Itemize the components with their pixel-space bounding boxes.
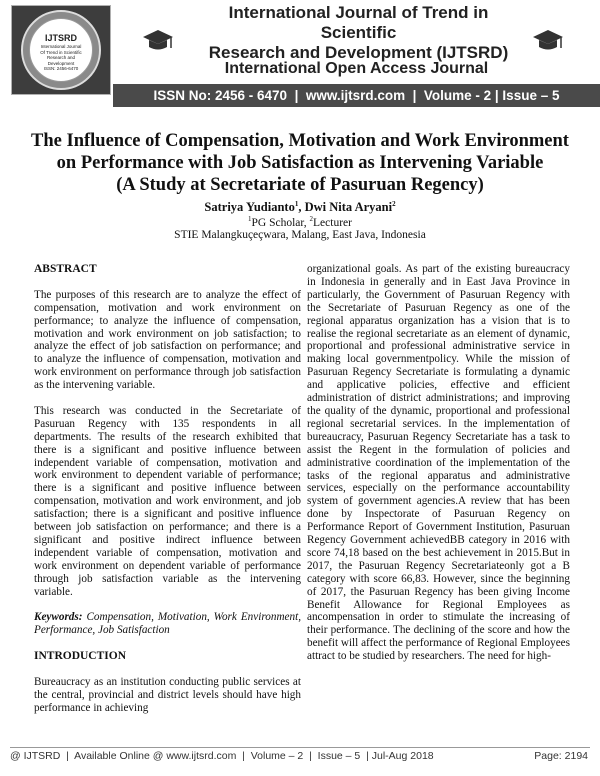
- graduation-cap-icon: [142, 28, 174, 56]
- abstract-heading: ABSTRACT: [34, 263, 97, 275]
- paper-title: [20, 130, 580, 196]
- paper-title-line-2: on Performance with Job Satisfaction as Intervening Variable: [56, 153, 544, 173]
- journal-title: [196, 3, 521, 63]
- footer-rule: [10, 747, 590, 748]
- author-1: Satriya Yudianto: [204, 200, 295, 215]
- logo-name: IJTSRD: [44, 33, 77, 43]
- role-2-sup: 2: [309, 215, 314, 223]
- footer-text: @ IJTSRD | Available Online @ www.ijtsrd.com | Volume – 2 | Issue – 5 | Jul-Aug 2018: [10, 750, 434, 762]
- right-column-text: organizational goals. As part of the existing bureaucracy in Indonesia in generally and in East Java Province in particularly, the Government of Pasuruan Regency with the Secretariate of Pasuruan Regency as one of the regional apparatus organization has a vision that is to realise the regional secretariate as an element of dynamic, proportional and professional administrative service in making local governmentpolicy. While the mission of Pasuruan Regency Secretariate is formulating a dynamic and applicative policies, effective and efficient administration of district administrations; and improving the quality of the dynamic, proportional and professional regional secretarial services. In the implementation of bureaucracy, Pasuruan Regency Secretariate has a task to assist the Regent in the formulation of policies and administrative coordination of the implementation of the tasks of the regional apparatus and administrative services, especially on the performance accountability system of government agencies.A review that has been done by Inspectorate of Pasuruan Regency on Performance Report of Government Institution, Pasuruan Regency Government achievedBB category in 2016 with score 74,18 based on the best achievement in 2015.But in 2017, the Pasuruan Regency Secretariateonly got a B category with score 66,83. However, since the beginning of 2017, the Pasuruan Regency has been giving Income Benefit Allowance for Regional Employees as ancompensation in order to stimulate the increasing of their performance. The declining of the score and how the benefit will affect the performance of Regional Employees attract to be studied by researchers. The need for high-: [307, 263, 570, 663]
- page-number: Page: 2194: [534, 750, 588, 762]
- role-2: Lecturer: [313, 216, 352, 229]
- author-roles: [0, 215, 600, 229]
- keywords-label: Keywords:: [34, 611, 83, 624]
- abstract-paragraph-2: This research was conducted in the Secretariate of Pasuruan Regency with 135 respondents in all departments. The results of the research exhibited that there is a significant and positive influence between independent variable of compensation, motivation and work environment to dependent variable of performance; there is a significant and positive influence between compensation, motivation and work environment, and job satisfaction; there is a significant and positive influence between job satisfaction on performance; and there is a significant and positive indirect influence between independent variable of compensation, motivation and work environment on dependent variable of performance through job satisfaction variable as the intervening variable.: [34, 404, 301, 598]
- left-column: [34, 263, 301, 728]
- logo-line-2: Of Trend in Scientific: [40, 49, 82, 55]
- logo-line-4: Development: [47, 60, 75, 66]
- logo-ring: [21, 10, 101, 90]
- introduction-heading: INTRODUCTION: [34, 650, 127, 663]
- logo-line-3: Research and: [46, 55, 76, 60]
- affiliation: STIE Malangkuçeçwara, Malang, East Java, Indonesia: [174, 229, 426, 241]
- journal-logo: [11, 5, 111, 95]
- right-column: [307, 263, 570, 676]
- role-1: PG Scholar,: [251, 216, 310, 229]
- open-access-label: International Open Access Journal: [224, 60, 489, 77]
- paper-title-line-1: The Influence of Compensation, Motivation and Work Environment: [31, 131, 569, 151]
- logo-issn: ISSN: 2456-6470: [43, 66, 79, 71]
- introduction-paragraph-1: Bureaucracy as an institution conducting public services at the central, provincial and district levels should have high performance in achieving: [34, 675, 301, 714]
- journal-title-line-1: International Journal of Trend in Scientific: [228, 3, 489, 42]
- logo-inner: [29, 18, 93, 82]
- graduation-cap-icon: [532, 28, 564, 56]
- abstract-paragraph-1: The purposes of this research are to analyze the effect of compensation, motivation and work environment on performance; to analyze the influence of compensation, motivation and work environment on job satisfaction; to analyze the effect of job satisfaction on performance; and to analyze the influence of compensation, motivation and work environment on performance through job satisfaction as the intervening variable.: [34, 288, 301, 392]
- logo-line-1: International Journal: [40, 44, 82, 49]
- keywords: [34, 611, 301, 637]
- author-2-sup: 2: [392, 200, 396, 208]
- author-1-sup: 1: [294, 200, 299, 208]
- journal-title-line-2: Research and Development (IJTSRD): [208, 43, 509, 62]
- keywords-text: Compensation, Motivation, Work Environment, Performance, Job Satisfaction: [34, 611, 301, 637]
- paper-title-line-3: (A Study at Secretariate of Pasuruan Regency): [116, 175, 484, 195]
- author-2: , Dwi Nita Aryani: [298, 200, 393, 215]
- issn-bar: ISSN No: 2456 - 6470 | www.ijtsrd.com | Volume - 2 | Issue – 5: [113, 84, 600, 107]
- role-1-sup: 1: [248, 215, 252, 223]
- authors: [0, 200, 600, 215]
